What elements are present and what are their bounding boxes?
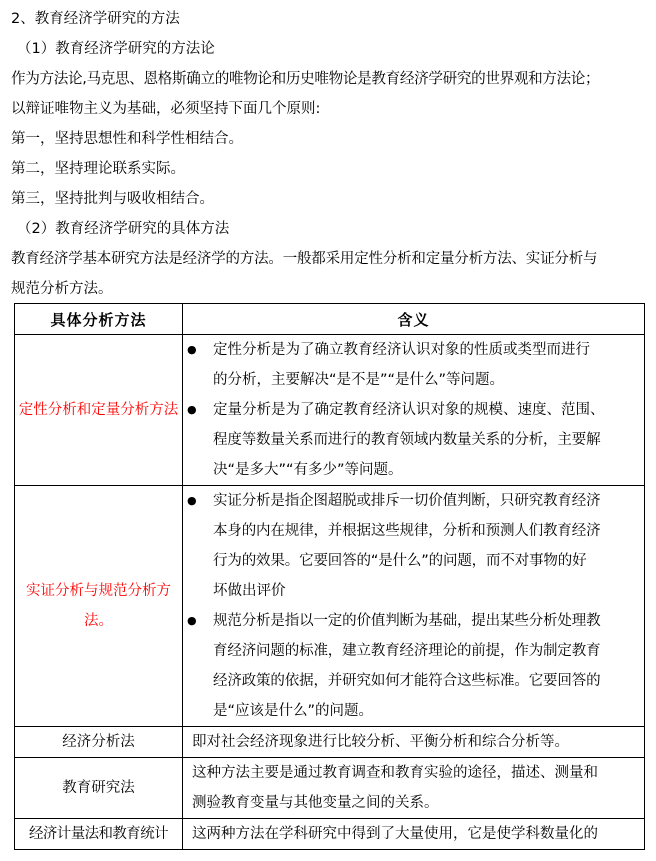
paragraph-line-3: 第一，坚持思想性和科学性相结合。 xyxy=(11,131,243,147)
method-definition xyxy=(183,819,645,850)
subsection-heading-1: （1）教育经济学研究的方法论 xyxy=(17,41,215,57)
paragraph-line-1: 作为方法论,马克思、恩格斯确立的唯物论和历史唯物论是教育经济学研究的世界观和方法论； xyxy=(11,70,600,87)
table-row xyxy=(15,819,645,850)
definition-line: ● 定性分析是为了确立教育经济认识对象的性质或类型而进行 xyxy=(213,342,590,358)
definition-line: 这种方法主要是通过教育调查和教育实验的途径，描述、测量和 xyxy=(192,765,598,781)
list-item xyxy=(183,606,644,726)
table-row xyxy=(15,758,645,819)
definition-line: ● 实证分析是指企图超脱或排斥一切价值判断，只研究教育经济 xyxy=(213,493,601,509)
table-header-row xyxy=(15,304,645,335)
paragraph-line-7: 规范分析方法。 xyxy=(11,281,113,297)
definition-line: 育经济问题的标准，建立教育经济理论的前提，作为制定教育 xyxy=(213,643,601,659)
method-definition xyxy=(183,758,645,819)
prose-section xyxy=(0,0,656,304)
table-header-method: 具体分析方法 xyxy=(15,304,183,335)
method-term: 实证分析与规范分析方法。 xyxy=(15,486,183,727)
paragraph-line-2: 以辩证唯物主义为基础，必须坚持下面几个原则: xyxy=(11,101,321,117)
definition-line: 这两种方法在学科研究中得到了大量使用，它是使学科数量化的 xyxy=(192,826,598,842)
definition-line: 决“是多大”“有多少”等问题。 xyxy=(213,462,403,478)
method-term: 教育研究法 xyxy=(15,758,183,819)
definition-line: 是“应该是什么”的问题。 xyxy=(213,703,374,719)
section-heading: 2、教育经济学研究的方法 xyxy=(11,11,180,27)
list-item xyxy=(183,335,644,395)
definition-line: 程度等数量关系而进行的教育领域内数量关系的分析，主要解 xyxy=(213,432,601,448)
definition-bullet-list xyxy=(183,486,644,726)
list-item xyxy=(183,395,644,485)
paragraph-line-6: 教育经济学基本研究方法是经济学的方法。一般都采用定性分析和定量分析方法、实证分析与 xyxy=(11,251,598,267)
method-term: 经济分析法 xyxy=(15,727,183,758)
definition-line: 经济政策的依据，并研究如何才能符合这些标准。它要回答的 xyxy=(213,673,601,689)
table-row xyxy=(15,335,645,486)
method-term: 定性分析和定量分析方法 xyxy=(15,335,183,486)
definition-line: 本身的内在规律，并根据这些规律，分析和预测人们教育经济 xyxy=(213,523,601,539)
table-header-meaning: 含义 xyxy=(183,304,645,335)
subsection-heading-2: （2）教育经济学研究的具体方法 xyxy=(17,221,230,237)
definition-line: ● 规范分析是指以一定的价值判断为基础，提出某些分析处理教 xyxy=(213,613,601,629)
definition-line: 的分析，主要解决“是不是”“是什么”等问题。 xyxy=(213,372,505,388)
method-term: 经济计量法和教育统计 xyxy=(15,819,183,850)
method-definition xyxy=(183,486,645,727)
definition-line: 测验教育变量与其他变量之间的关系。 xyxy=(192,795,439,811)
definition-line: 行为的效果。它要回答的“是什么”的问题，而不对事物的好 xyxy=(213,553,587,569)
method-definition xyxy=(183,335,645,486)
list-item xyxy=(183,486,644,606)
definition-line: 即对社会经济现象进行比较分析、平衡分析和综合分析等。 xyxy=(192,734,569,750)
paragraph-line-5: 第三，坚持批判与吸收相结合。 xyxy=(11,191,214,207)
methods-table xyxy=(14,303,645,850)
definition-line: 坏做出评价 xyxy=(213,583,286,599)
table-row xyxy=(15,486,645,727)
definition-line: ● 定量分析是为了确定教育经济认识对象的规模、速度、范围、 xyxy=(213,402,605,418)
methods-table-wrapper xyxy=(14,303,644,850)
table-row xyxy=(15,727,645,758)
method-definition xyxy=(183,727,645,758)
paragraph-line-4: 第二，坚持理论联系实际。 xyxy=(11,161,185,177)
definition-bullet-list xyxy=(183,335,644,485)
